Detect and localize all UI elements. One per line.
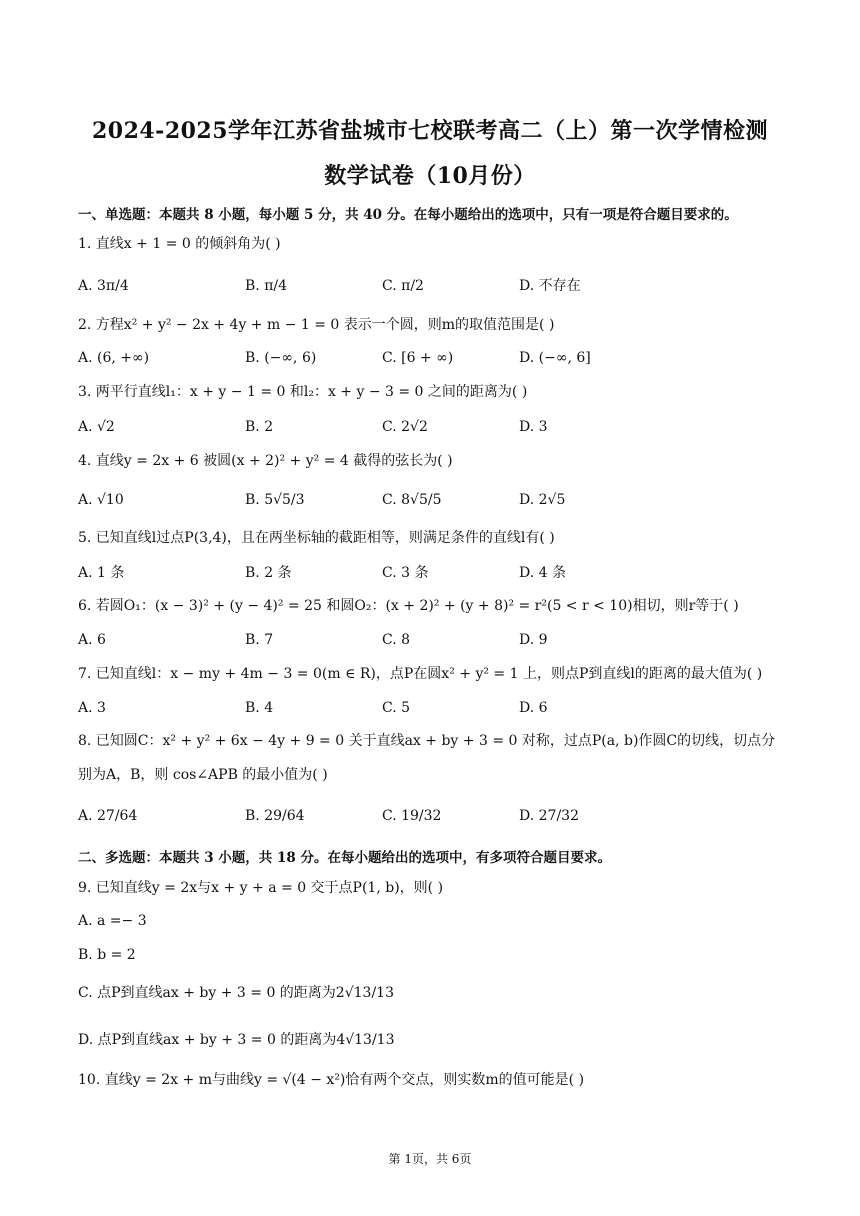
option-d: D. 9 xyxy=(519,632,548,648)
question-1: 1. 直线x + 1 = 0 的倾斜角为( ) xyxy=(78,236,281,252)
option-a: A. 3 xyxy=(78,700,106,716)
option-c: C. 8 xyxy=(382,632,411,648)
question-10: 10. 直线y = 2x + m与曲线y = √(4 − x²)恰有两个交点，则实数m的值可能是( ) xyxy=(78,1072,585,1088)
option-b: B. (−∞, 6) xyxy=(245,350,317,366)
option-a: A. 3π/4 xyxy=(78,278,129,294)
option-d: D. 不存在 xyxy=(519,278,581,294)
option-c: C. 8√5/5 xyxy=(382,492,442,508)
page-footer: 第 1页，共 6页 xyxy=(388,1152,472,1166)
option-d: D. 2√5 xyxy=(519,492,566,508)
question-5: 5. 已知直线l过点P(3,4)，且在两坐标轴的截距相等，则满足条件的直线l有( ) xyxy=(78,530,555,546)
question-7: 7. 已知直线l：x − my + 4m − 3 = 0(m ∈ R)，点P在圆x² + y² = 1 上，则点P到直线l的距离的最大值为( ) xyxy=(78,666,763,682)
option-c: C. 19/32 xyxy=(382,808,442,824)
question-2: 2. 方程x² + y² − 2x + 4y + m − 1 = 0 表示一个圆，则m的取值范围是( ) xyxy=(78,317,555,333)
option-a: A. 27/64 xyxy=(78,808,138,824)
option-a: A. √2 xyxy=(78,419,115,435)
option-a: A. a =− 3 xyxy=(78,913,147,929)
question-3: 3. 两平行直线l₁：x + y − 1 = 0 和l₂：x + y − 3 = 0 之间的距离为( ) xyxy=(78,384,528,400)
option-b: B. 7 xyxy=(245,632,274,648)
option-d: D. 27/32 xyxy=(519,808,579,824)
option-b: B. 5√5/3 xyxy=(245,492,305,508)
option-b: B. b = 2 xyxy=(78,947,136,963)
option-b: B. 2 xyxy=(245,419,274,435)
question-8-continued: 别为A，B，则 cos∠APB 的最小值为( ) xyxy=(78,767,328,783)
option-a: A. (6, +∞) xyxy=(78,350,150,366)
question-8: 8. 已知圆C：x² + y² + 6x − 4y + 9 = 0 关于直线ax + by + 3 = 0 对称，过点P(a, b)作圆C的切线，切点分 xyxy=(78,733,776,749)
option-c: C. 点P到直线ax + by + 3 = 0 的距离为2√13/13 xyxy=(78,985,394,1001)
option-c: C. π/2 xyxy=(382,278,424,294)
option-d: D. 点P到直线ax + by + 3 = 0 的距离为4√13/13 xyxy=(78,1032,395,1048)
option-c: C. [6 + ∞) xyxy=(382,350,454,366)
option-d: D. 4 条 xyxy=(519,565,566,581)
section-heading: 一、单选题：本题共 8 小题，每小题 5 分，共 40 分。在每小题给出的选项中，只有一项是符合题目要求的。 xyxy=(78,207,738,223)
option-d: D. 3 xyxy=(519,419,548,435)
question-9: 9. 已知直线y = 2x与x + y + a = 0 交于点P(1, b)，则( ) xyxy=(78,880,444,896)
option-b: B. π/4 xyxy=(245,278,288,294)
option-d: D. (−∞, 6] xyxy=(519,350,591,366)
option-b: B. 2 条 xyxy=(245,565,292,581)
option-b: B. 4 xyxy=(245,700,274,716)
option-b: B. 29/64 xyxy=(245,808,305,824)
option-c: C. 2√2 xyxy=(382,419,428,435)
question-4: 4. 直线y = 2x + 6 被圆(x + 2)² + y² = 4 截得的弦长为( ) xyxy=(78,453,453,469)
option-a: A. √10 xyxy=(78,492,124,508)
option-c: C. 3 条 xyxy=(382,565,429,581)
page-title: 2024-2025学年江苏省盐城市七校联考高二（上）第一次学情检测 xyxy=(91,118,769,144)
page-subtitle: 数学试卷（10月份） xyxy=(324,163,536,189)
option-a: A. 1 条 xyxy=(78,565,125,581)
option-d: D. 6 xyxy=(519,700,548,716)
option-a: A. 6 xyxy=(78,632,106,648)
section-heading: 二、多选题：本题共 3 小题，共 18 分。在每小题给出的选项中，有多项符合题目要求。 xyxy=(78,850,611,866)
option-c: C. 5 xyxy=(382,700,411,716)
question-6: 6. 若圆O₁：(x − 3)² + (y − 4)² = 25 和圆O₂：(x + 2)² + (y + 8)² = r²(5 < r < 10)相切，则r等于( ) xyxy=(78,598,739,614)
